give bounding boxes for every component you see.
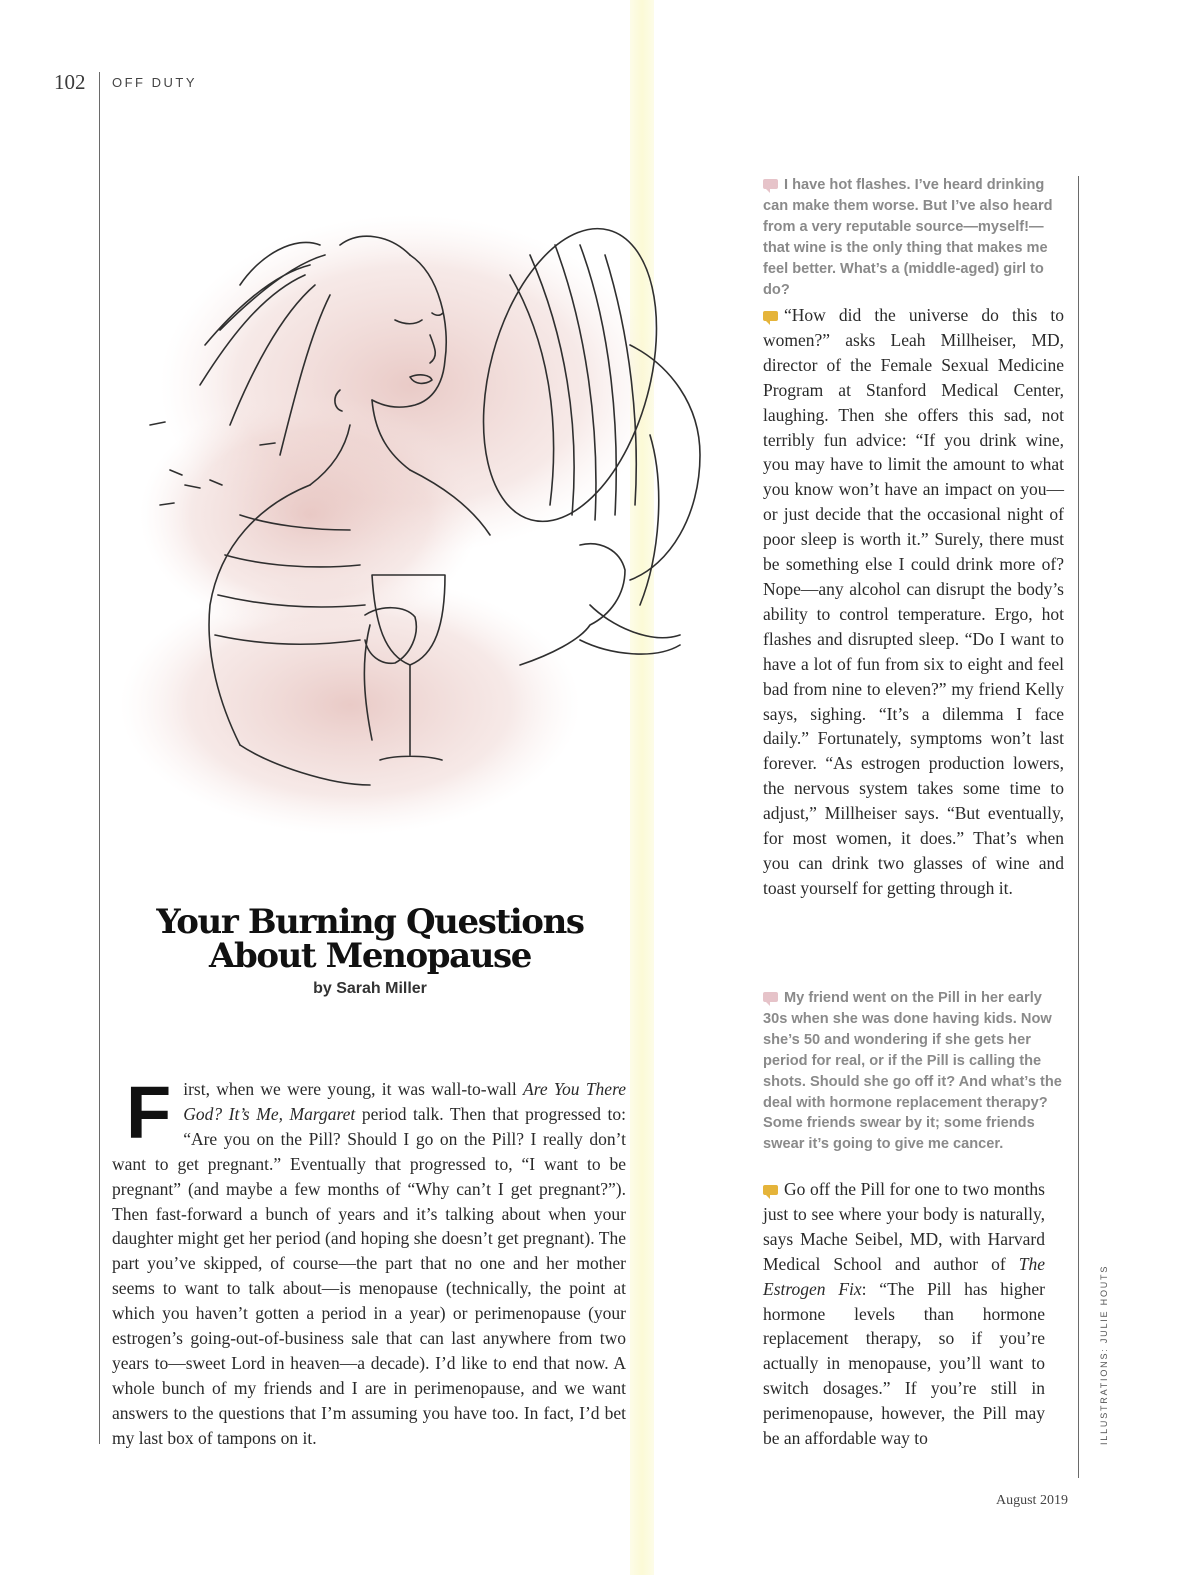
question-bubble-icon — [763, 179, 778, 189]
credit-text: ILLUSTRATIONS: JULIE HOUTS — [1099, 1264, 1109, 1445]
left-rule — [99, 72, 100, 1444]
article-title — [120, 902, 620, 976]
title-line-1: Your Burning Questions — [156, 902, 584, 942]
question-1 — [763, 175, 1063, 300]
answer-bubble-icon — [763, 1185, 778, 1195]
illustration-credit — [1099, 1264, 1111, 1445]
fan-base — [580, 605, 680, 654]
title-line-2: About Menopause — [208, 936, 532, 976]
intro-text-1: irst, when we were young, it was wall-to-wall — [183, 1079, 524, 1099]
answer-1-text: “How did the universe do this to women?” asks Leah Millheiser, MD, director of the Female Sexual Medicine Program at Stanford Medical Center, laughing. Then she offers this sad, not terribly fun advice: “If you drink wine, you may have to limit the amount to what you know won’t have an impact on you—or just decide that the occasional night of poor sleep is worth it.” Surely, there must be something else I could drink more of? Nope—any alcohol can disrupt the body’s ability to control temperature. Ergo, hot flashes and disrupted sleep. “Do I want to have a lot of fun from six to eight and feel bad from nine to eleven?” my friend Kelly says, sighing. “It’s a dilemma I face daily.” Fortunately, symptoms won’t last forever. “As estrogen production lowers, the nervous system takes some time to adjust,” Millheiser says. “But eventually, for most women, it does.” That’s when you can drink two glasses of wine and toast yourself for getting through it. — [763, 305, 1064, 898]
question-2-text: My friend went on the Pill in her early 30s when she was done having kids. Now she’s 50 and wondering if she gets her period for real, or if the Pill is calling the shots. Should she go off it? And what’s the deal with hormone replacement therapy? Some friends swear by it; some friends swear it’s going to give me cancer. — [763, 990, 1062, 1153]
drop-cap: F — [126, 1071, 172, 1154]
section-label: OFF DUTY — [112, 75, 197, 90]
answer-2-book-title: The Estrogen Fix — [763, 1253, 1045, 1299]
woman-with-fan-illustration — [110, 185, 720, 845]
watercolor-wash-mid — [140, 395, 480, 635]
answer-1 — [763, 303, 1064, 901]
question-1-text: I have hot flashes. I’ve heard drinking can make them worse. But I’ve also heard from a very reputable source—myself!—that wine is the only thing that makes me feel better. What’s a (middle-aged) girl to do? — [763, 177, 1053, 298]
answer-2-text-2: : “The Pill has higher hormone levels than hormone replacement therapy, so if you’re actually in menopause, you’ll want to switch dosages.” If you’re still in perimenopause, however, the Pill may be an affordable way to — [763, 1278, 1045, 1449]
question-2 — [763, 988, 1063, 1155]
question-bubble-icon — [763, 992, 778, 1002]
answer-2 — [763, 1177, 1045, 1451]
answer-bubble-icon — [763, 311, 778, 321]
right-rule — [1078, 176, 1079, 1478]
intro-text-2: period talk. Then that progressed to: “Are you on the Pill? Should I go on the Pill? I really don’t want to get pregnant.” Eventually that progressed to, “I want to be pregnant” (and maybe a few months of “Why can’t I get pregnant?”). Then fast-forward a bunch of years and it’s talking about when your daughter might get her period (and hoping she doesn’t get pregnant). The part you’ve skipped, of course—the part that no one and her mother seems to want to talk about—is menopause (technically, the point at which you haven’t gotten a period in a year) or perimenopause (your estrogen’s going-out-of-business sale that can last anywhere from two years to—sweet Lord in heaven—a decade). I’d like to end that now. A whole bunch of my friends and I are in perimenopause, and we want answers to the questions that I’m assuming you have too. In fact, I’d bet my last box of tampons on it. — [112, 1103, 626, 1448]
intro-book-title: Are You There God? It’s Me, Margaret — [183, 1079, 626, 1124]
byline: by Sarah Miller — [313, 980, 427, 997]
issue-date: August 2019 — [996, 1493, 1068, 1508]
answer-2-text-1: Go off the Pill for one to two months just to see where your body is naturally, says Mache Seibel, MD, with Harvard Medical School and author of — [763, 1179, 1045, 1274]
page-number: 102 — [54, 70, 86, 94]
intro-paragraph — [112, 1071, 626, 1451]
